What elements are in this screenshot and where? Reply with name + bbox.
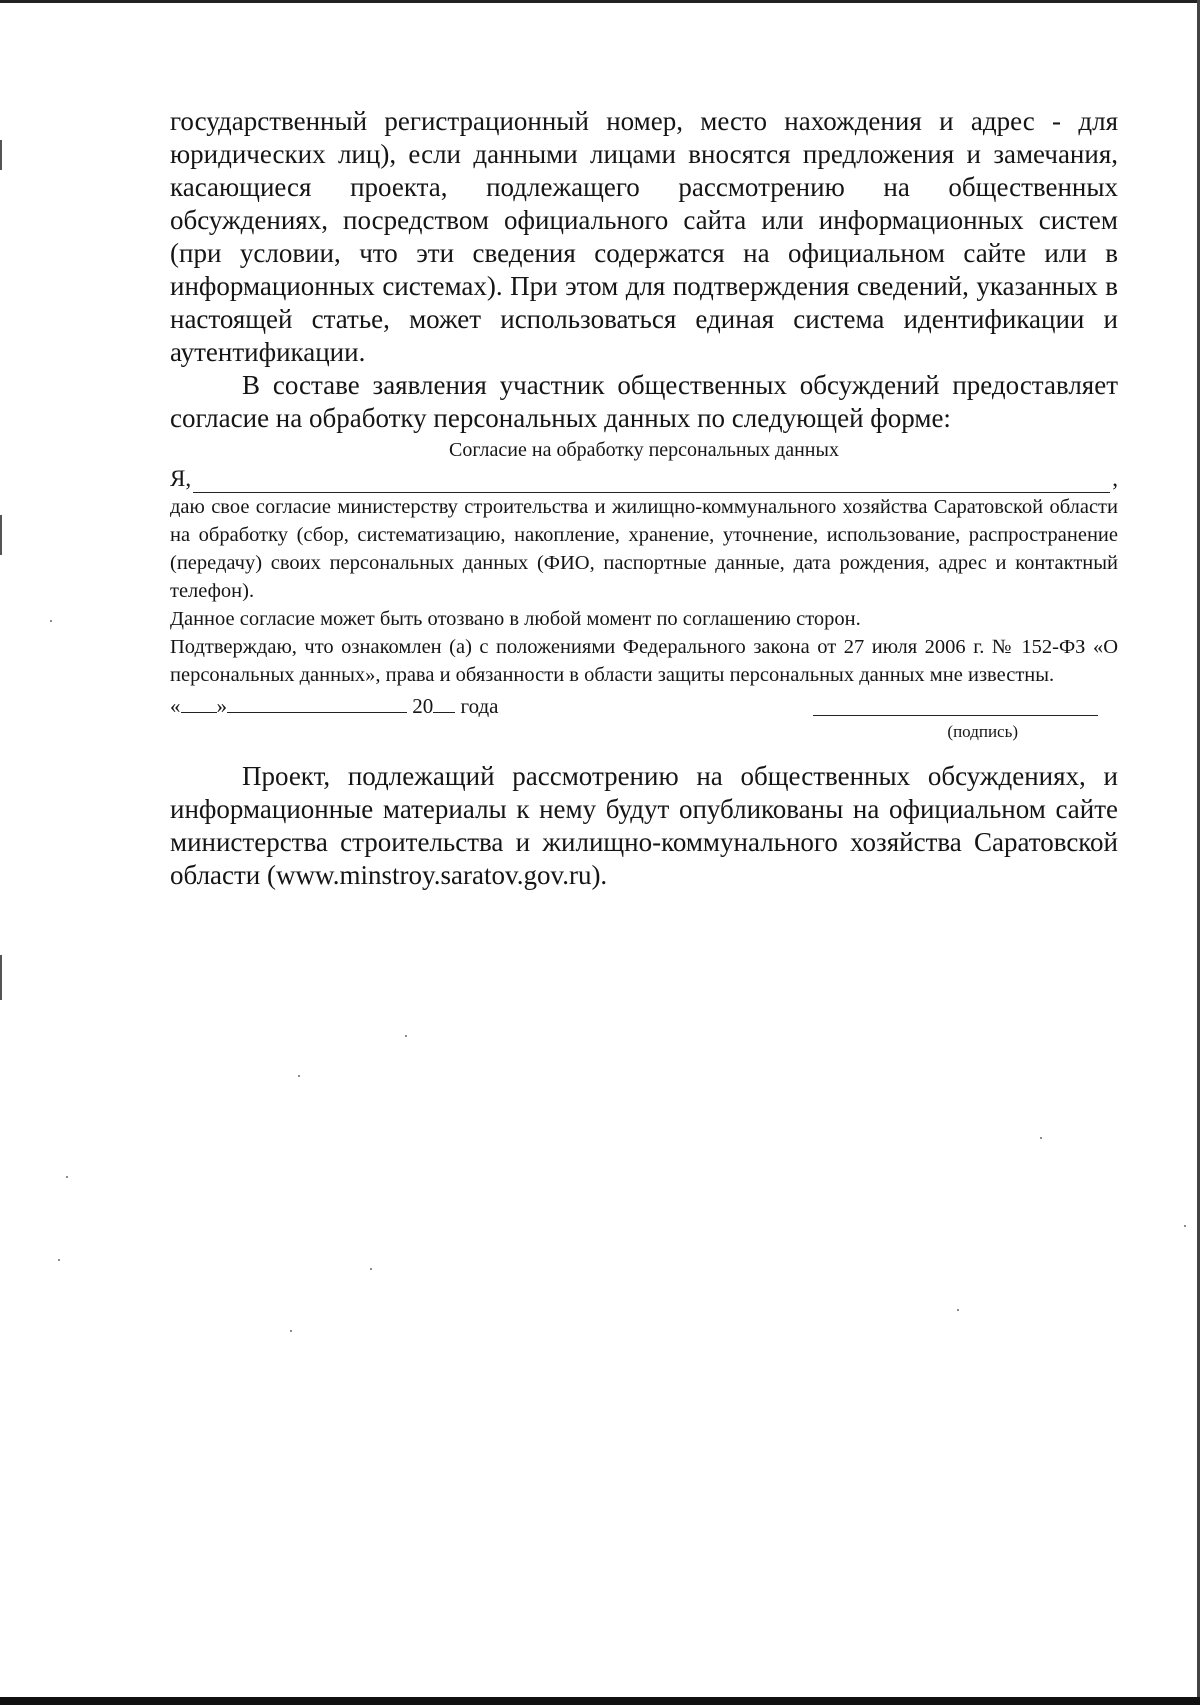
date-month-blank	[227, 692, 407, 713]
signature-blank	[813, 695, 1098, 716]
scan-top-edge	[0, 0, 1200, 3]
scan-speck	[1184, 1225, 1186, 1227]
consent-date-row	[170, 691, 1118, 721]
consent-name-field	[170, 463, 1118, 493]
scan-speck	[1040, 1137, 1042, 1139]
consent-name-prefix: Я,	[170, 466, 192, 491]
date-year-suffix: года	[460, 694, 499, 718]
scan-bottom-edge	[0, 1697, 1200, 1705]
scan-speck	[370, 1268, 372, 1270]
scan-left-mark	[0, 515, 2, 555]
consent-revocation: Данное согласие может быть отозвано в любой момент по соглашению сторон.	[170, 608, 861, 630]
scan-left-mark	[0, 955, 2, 1000]
paragraph-consent-intro: В составе заявления участник общественных обсуждений предоставляет согласие на обработку персональных данных по следующей форме:	[170, 370, 1118, 433]
scan-speck	[290, 1330, 292, 1332]
consent-name-suffix: ,	[1112, 466, 1118, 491]
document-body	[170, 105, 1118, 892]
date-open-quote: «	[170, 694, 181, 718]
date-year-blank	[433, 692, 455, 713]
date-year-prefix: 20	[412, 694, 434, 718]
paragraph-applicant-details: государственный регистрационный номер, место нахождения и адрес - для юридических лиц), если данными лицами вносятся предложения и замечания, касающиеся проекта, подлежащего рассмотрению на общественных обсуждениях, посредством официального сайта или информационных систем (при условии, что эти сведения содержатся на официальном сайте или в информационных системах). При этом для подтверждения сведений, указанных в настоящей статье, может использоваться единая система идентификации и аутентификации.	[170, 106, 1118, 367]
consent-confirmation: Подтверждаю, что ознакомлен (а) с положениями Федерального закона от 27 июля 2006 г. № 152-ФЗ «О персональных данных», права и обязанности в области защиты персональных данных мне известны.	[170, 636, 1118, 686]
scan-left-mark	[0, 140, 2, 170]
signature-caption: (подпись)	[947, 722, 1018, 741]
scan-speck	[405, 1035, 407, 1037]
scan-speck	[50, 620, 52, 622]
consent-form	[170, 437, 1118, 743]
scan-speck	[957, 1309, 959, 1311]
consent-name-blank	[193, 470, 1110, 493]
scan-speck	[298, 1075, 300, 1077]
consent-body: даю свое согласие министерству строительства и жилищно-коммунального хозяйства Саратовской области на обработку (сбор, систематизацию, накопление, хранение, уточнение, использование, распространение (передачу) своих персональных данных (ФИО, паспортные данные, дата рождения, адрес и контактный телефон).	[170, 496, 1118, 602]
date-close-quote: »	[216, 694, 227, 718]
scan-speck	[66, 1176, 68, 1178]
paragraph-publication: Проект, подлежащий рассмотрению на общественных обсуждениях, и информационные материалы к нему будут опубликованы на официальном сайте министерства строительства и жилищно-коммунального хозяйства Саратовской области (www.minstroy.saratov.gov.ru).	[170, 761, 1118, 890]
date-day-blank	[181, 692, 217, 713]
consent-form-title: Согласие на обработку персональных данных	[449, 439, 839, 461]
scan-speck	[58, 1259, 60, 1261]
